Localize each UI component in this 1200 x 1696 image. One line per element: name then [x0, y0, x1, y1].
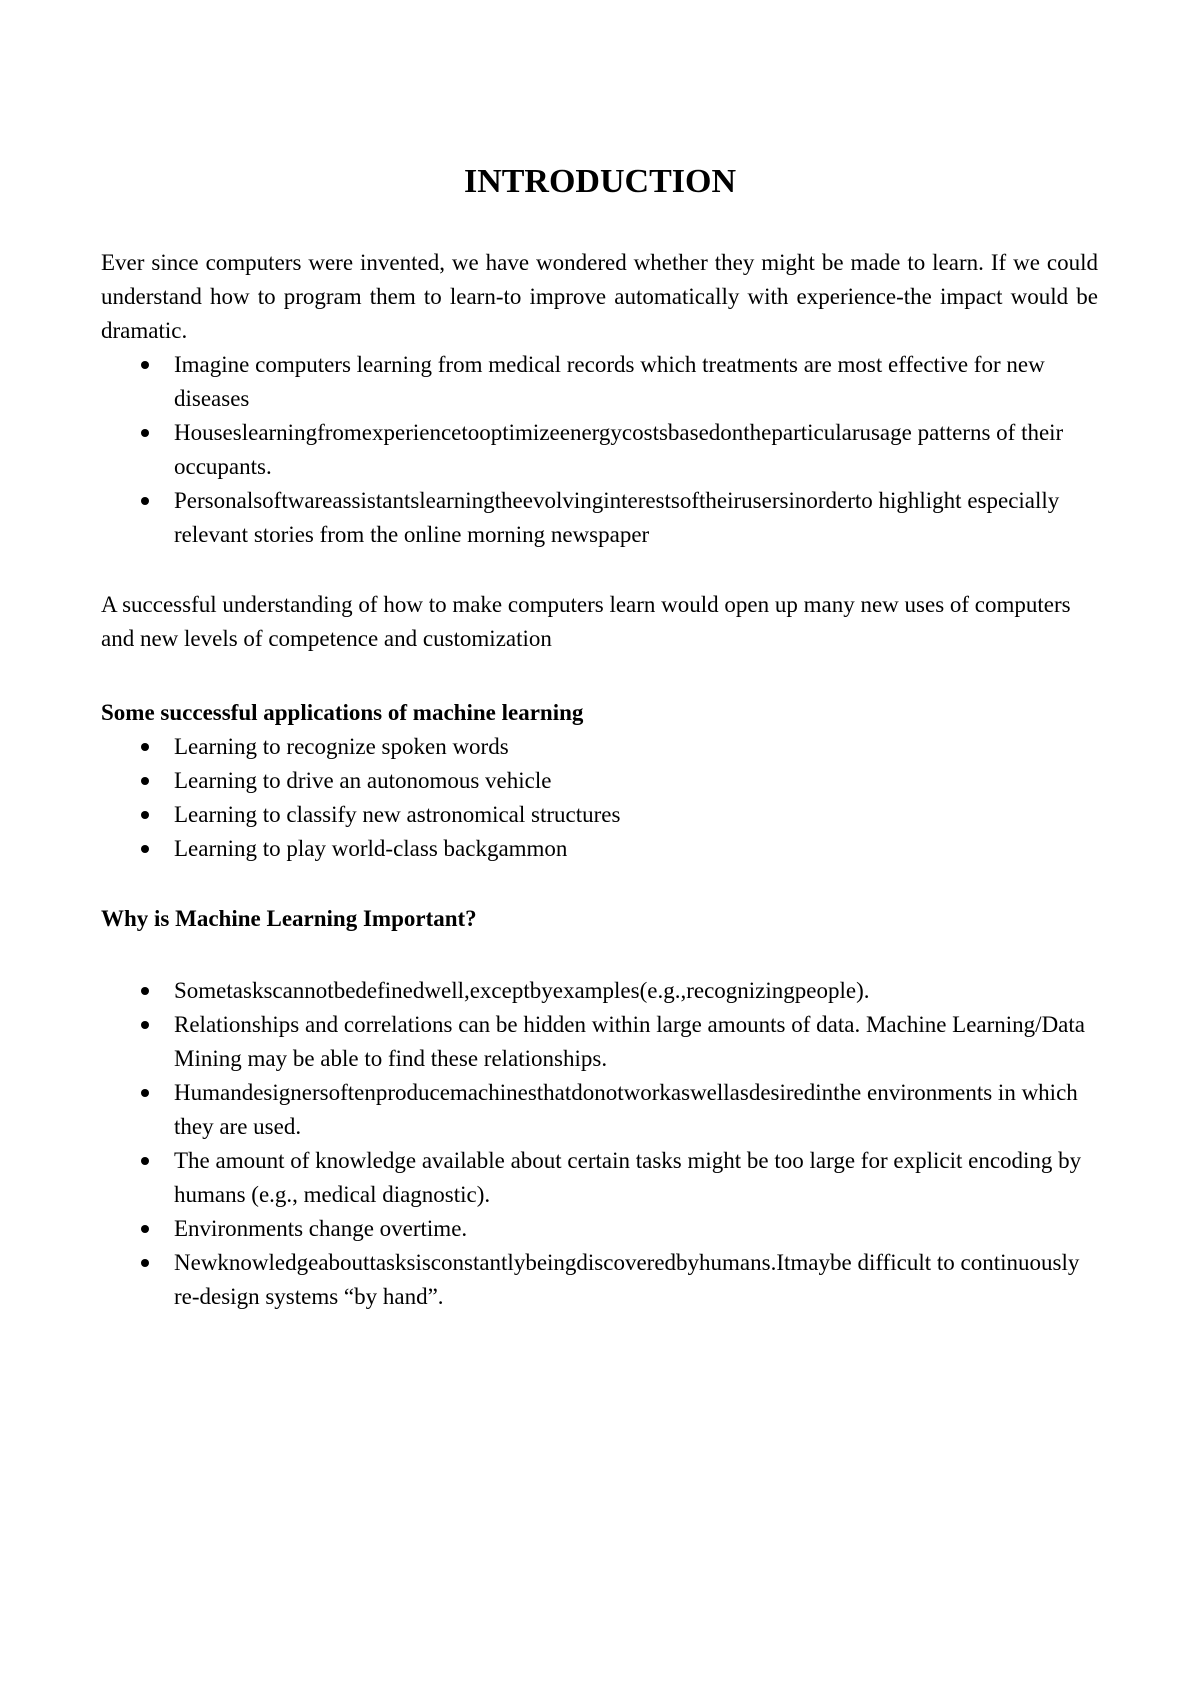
applications-list — [101, 730, 1098, 866]
list-item: Environments change overtime. — [174, 1212, 1098, 1246]
list-item: Learning to drive an autonomous vehicle — [174, 764, 1098, 798]
intro-paragraph: Ever since computers were invented, we have wondered whether they might be made to learn. If we could understand how to program them to learn-to improve automatically with experience-the impact would be dramatic. — [101, 250, 1098, 343]
document-body — [101, 246, 1098, 1314]
list-item: Relationships and correlations can be hidden within large amounts of data. Machine Learning/Data Mining may be able to find these relationships. — [174, 1008, 1098, 1076]
page-title: INTRODUCTION — [463, 163, 737, 200]
list-item: The amount of knowledge available about certain tasks might be too large for explicit encoding by humans (e.g., medical diagnostic). — [174, 1144, 1098, 1212]
spacer — [101, 656, 1098, 696]
importance-list — [101, 974, 1098, 1314]
list-item: Houseslearningfromexperiencetooptimizeenergycostsbasedontheparticularusage patterns of their occupants. — [174, 416, 1098, 484]
list-item: Sometaskscannotbedefinedwell,exceptbyexamples(e.g.,recognizingpeople). — [174, 974, 1098, 1008]
applications-heading: Some successful applications of machine learning — [101, 700, 584, 725]
list-item: Newknowledgeabouttasksisconstantlybeingdiscoveredbyhumans.Itmaybe difficult to continuously re-design systems “by hand”. — [174, 1246, 1098, 1314]
list-item: Learning to recognize spoken words — [174, 730, 1098, 764]
spacer — [101, 866, 1098, 902]
intro-bullet-list — [101, 348, 1098, 552]
list-item: Learning to classify new astronomical structures — [174, 798, 1098, 832]
success-paragraph: A successful understanding of how to make computers learn would open up many new uses of computers and new levels of competence and customization — [101, 592, 1071, 651]
spacer — [101, 552, 1098, 588]
list-item: Humandesignersoftenproducemachinesthatdonotworkaswellasdesiredinthe environments in which they are used. — [174, 1076, 1098, 1144]
list-item: Personalsoftwareassistantslearningtheevolvinginterestsoftheirusersinorderto highlight especially relevant stories from the online morning newspaper — [174, 484, 1098, 552]
list-item: Learning to play world-class backgammon — [174, 832, 1098, 866]
importance-heading: Why is Machine Learning Important? — [101, 906, 477, 931]
list-item: Imagine computers learning from medical records which treatments are most effective for new diseases — [174, 348, 1098, 416]
spacer — [101, 936, 1098, 974]
